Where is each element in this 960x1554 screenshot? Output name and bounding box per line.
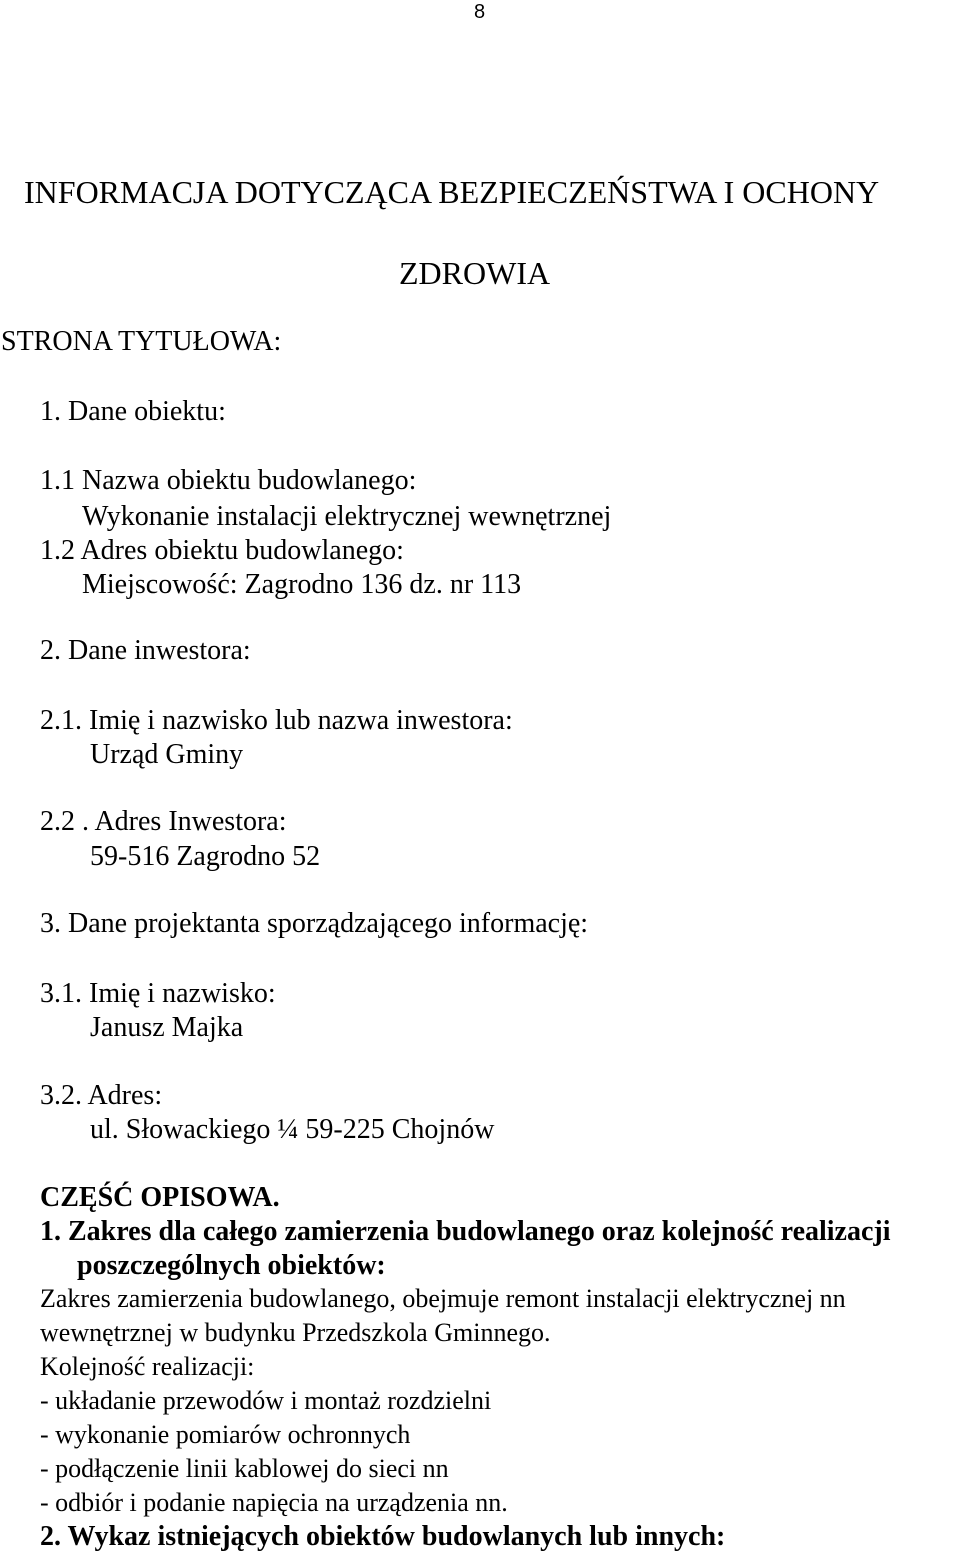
item-2-1-value: Urząd Gminy bbox=[90, 739, 244, 770]
item-3-2-value: ul. Słowackiego ¼ 59-225 Chojnów bbox=[90, 1114, 495, 1145]
item-2-2-value: 59-516 Zagrodno 52 bbox=[90, 841, 321, 872]
item-1-2-value: Miejscowość: Zagrodno 136 dz. nr 113 bbox=[82, 569, 522, 600]
point-1-text-cont: wewnętrznej w budynku Przedszkola Gminnego. bbox=[40, 1318, 551, 1347]
item-2-2-label: 2.2 . Adres Inwestora: bbox=[40, 806, 287, 837]
title-page-heading: STRONA TYTUŁOWA: bbox=[1, 326, 282, 357]
item-2-1-label: 2.1. Imię i nazwisko lub nazwa inwestora: bbox=[40, 705, 513, 736]
step-item: - wykonanie pomiarów ochronnych bbox=[40, 1420, 411, 1449]
step-item: - podłączenie linii kablowej do sieci nn bbox=[40, 1454, 449, 1483]
document-title-line-2: ZDROWIA bbox=[399, 255, 551, 291]
section-3-heading: 3. Dane projektanta sporządzającego informację: bbox=[40, 908, 589, 939]
document-title-line-1: INFORMACJA DOTYCZĄCA BEZPIECZEŃSTWA I OCHONY bbox=[24, 174, 880, 210]
point-1-heading: 1. Zakres dla całego zamierzenia budowlanego oraz kolejność realizacji bbox=[40, 1216, 891, 1247]
order-label: Kolejność realizacji: bbox=[40, 1352, 255, 1381]
item-1-1-label: 1.1 Nazwa obiektu budowlanego: bbox=[40, 465, 417, 496]
section-1-heading: 1. Dane obiektu: bbox=[40, 396, 226, 427]
page-number: 8 bbox=[474, 1, 486, 23]
item-1-1-value: Wykonanie instalacji elektrycznej wewnętrznej bbox=[82, 501, 612, 532]
section-2-heading: 2. Dane inwestora: bbox=[40, 635, 251, 666]
item-1-2-label: 1.2 Adres obiektu budowlanego: bbox=[40, 535, 404, 566]
point-1-text: Zakres zamierzenia budowlanego, obejmuje remont instalacji elektrycznej nn bbox=[40, 1284, 846, 1313]
step-item: - odbiór i podanie napięcia na urządzenia nn. bbox=[40, 1488, 508, 1517]
item-3-1-label: 3.1. Imię i nazwisko: bbox=[40, 978, 276, 1009]
descriptive-part-heading: CZĘŚĆ OPISOWA. bbox=[40, 1182, 280, 1213]
point-1-heading-cont: poszczególnych obiektów: bbox=[77, 1250, 386, 1281]
item-3-2-label: 3.2. Adres: bbox=[40, 1080, 163, 1111]
step-item: - układanie przewodów i montaż rozdzielni bbox=[40, 1386, 492, 1415]
point-2-heading: 2. Wykaz istniejących obiektów budowlanych lub innych: bbox=[40, 1521, 726, 1552]
item-3-1-value: Janusz Majka bbox=[90, 1012, 244, 1043]
